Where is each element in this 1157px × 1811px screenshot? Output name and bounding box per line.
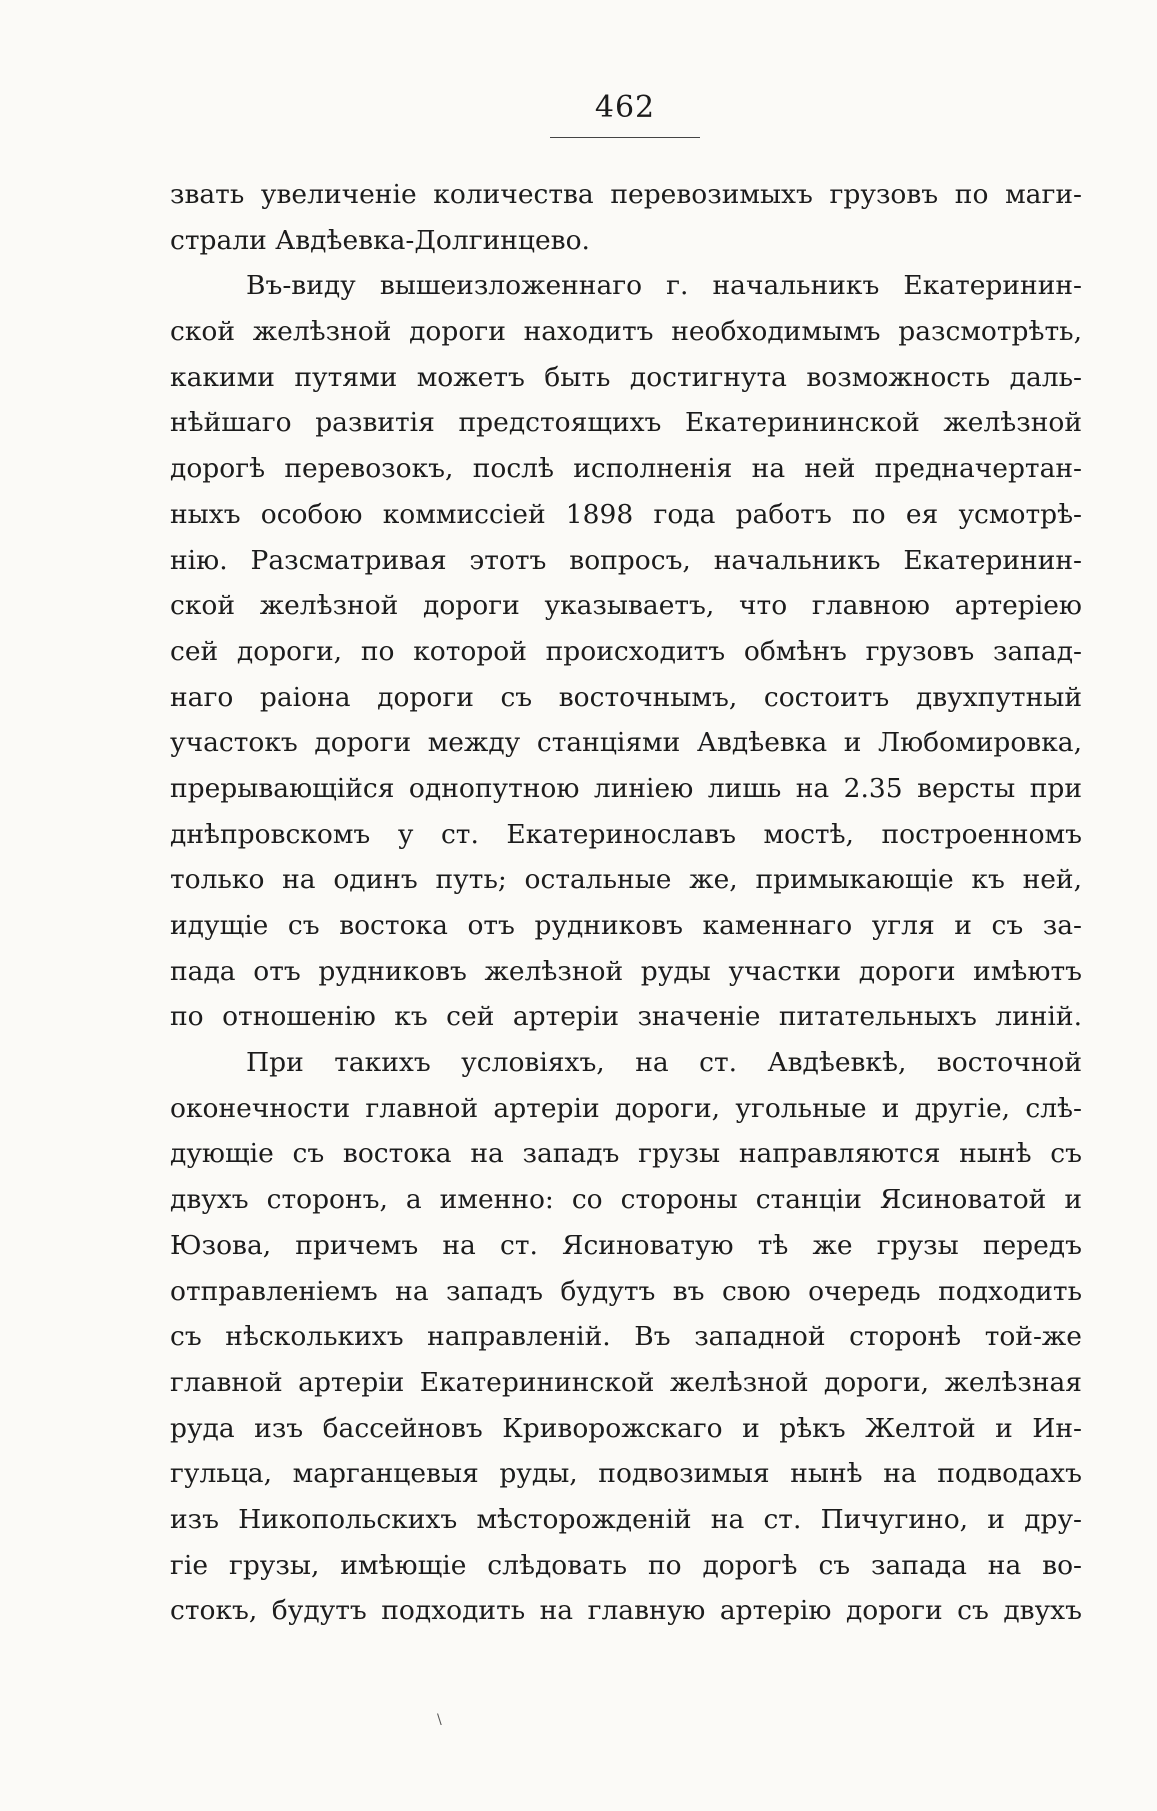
text-line: гіе грузы, имѣющіе слѣдовать по дорогѣ съ запада на во- [170, 1549, 1082, 1581]
text-line: стокъ, будутъ подходить на главную артерію дороги съ двухъ [170, 1595, 1082, 1627]
text-line: ской желѣзной дороги находитъ необходимымъ разсмотрѣть, [170, 316, 1082, 348]
text-line: отправленіемъ на западъ будутъ въ свою очередь подходить [170, 1275, 1082, 1307]
text-line: руда изъ бассейновъ Криворожскаго и рѣкъ Желтой и Ин- [170, 1412, 1082, 1444]
text-line: главной артеріи Екатерининской желѣзной дороги, желѣзная [170, 1366, 1082, 1398]
text-line: дорогѣ перевозокъ, послѣ исполненія на ней предначертан- [170, 453, 1082, 485]
text-line: нѣйшаго развитія предстоящихъ Екатерининской желѣзной [170, 407, 1082, 439]
text-line: Юзова, причемъ на ст. Ясиноватую тѣ же грузы передъ [170, 1229, 1082, 1261]
text-line: ской желѣзной дороги указываетъ, что главною артеріею [170, 590, 1082, 622]
page-number-rule [550, 137, 700, 138]
text-line: прерывающійся однопутною линіею лишь на 2.35 версты при [170, 772, 1082, 804]
text-line: какими путями можетъ быть достигнута возможность даль- [170, 361, 1082, 393]
body-text [170, 172, 1082, 1634]
text-line: страли Авдѣевка-Долгинцево. [170, 224, 590, 256]
text-line: двухъ сторонъ, а именно: со стороны станціи Ясиноватой и [170, 1184, 1082, 1216]
text-line: звать увеличеніе количества перевозимыхъ грузовъ по маги- [170, 179, 1082, 210]
text-line: наго раіона дороги съ восточнымъ, состоитъ двухпутный [170, 681, 1082, 713]
text-line: изъ Никопольскихъ мѣсторожденій на ст. Пичугино, и дру- [170, 1503, 1082, 1535]
text-line: При такихъ условіяхъ, на ст. Авдѣевкѣ, восточной [246, 1047, 1082, 1079]
text-line: гульца, марганцевыя руды, подвозимыя нынѣ на подводахъ [170, 1458, 1082, 1490]
stray-mark: \ [437, 1712, 442, 1728]
text-line: только на одинъ путь; остальные же, примыкающіе къ ней, [170, 864, 1082, 896]
text-line: оконечности главной артеріи дороги, угольные и другіе, слѣ- [170, 1092, 1082, 1124]
text-line: сей дороги, по которой происходитъ обмѣнъ грузовъ запад- [170, 635, 1082, 667]
text-line: съ нѣсколькихъ направленій. Въ западной сторонѣ той-же [170, 1321, 1082, 1353]
text-line: Въ-виду вышеизложеннаго г. начальникъ Екатеринин- [246, 270, 1082, 302]
text-line: пада отъ рудниковъ желѣзной руды участки дороги имѣютъ [170, 955, 1082, 987]
text-line: идущіе съ востока отъ рудниковъ каменнаго угля и съ за- [170, 910, 1082, 941]
text-line: днѣпровскомъ у ст. Екатеринославъ мостѣ, построенномъ [170, 818, 1082, 850]
text-line: по отношенію къ сей артеріи значеніе питательныхъ линій. [170, 1001, 1082, 1033]
text-line: участокъ дороги между станціями Авдѣевка и Любомировка, [170, 727, 1082, 759]
text-line: нію. Разсматривая этотъ вопросъ, начальникъ Екатеринин- [170, 544, 1082, 576]
text-line: дующіе съ востока на западъ грузы направляются нынѣ съ [170, 1138, 1082, 1170]
text-line: ныхъ особою коммиссіей 1898 года работъ по ея усмотрѣ- [170, 498, 1082, 530]
page-number: 462 [594, 90, 656, 125]
